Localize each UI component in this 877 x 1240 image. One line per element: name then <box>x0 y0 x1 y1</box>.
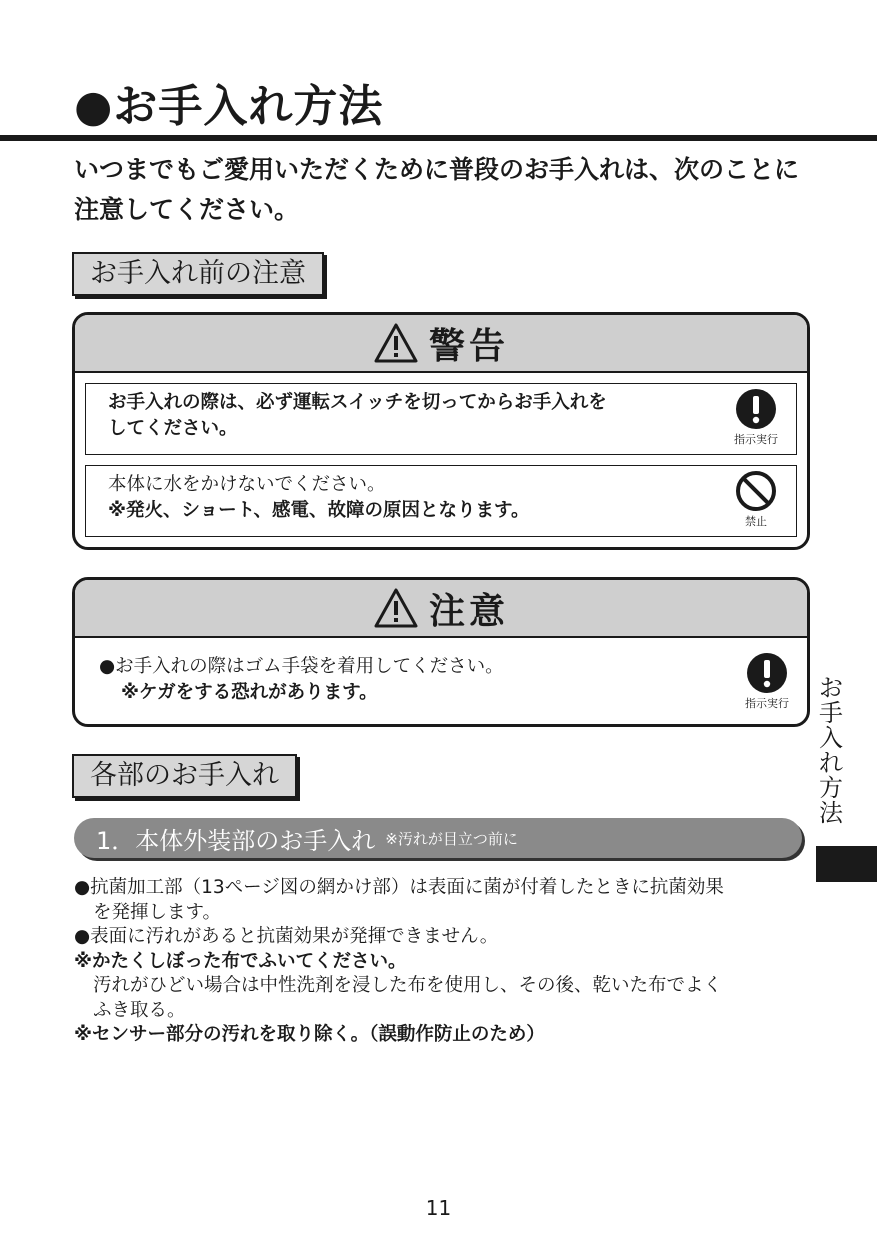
warning-item-text <box>108 472 728 524</box>
warning-triangle-icon <box>373 587 419 629</box>
body-line: ※かたくしぼった布でふいてください。 <box>74 950 407 972</box>
caution-header <box>75 580 807 638</box>
warning-triangle-icon <box>373 322 419 364</box>
side-tab-char: お <box>819 674 843 702</box>
caution-panel <box>72 577 810 727</box>
body-text <box>74 876 814 1048</box>
warning-heading: 警告 <box>428 325 509 367</box>
warning-item-text <box>108 390 728 442</box>
caution-item <box>75 638 807 718</box>
caution-item-line: ※ケガをする恐れがあります。 <box>121 682 378 703</box>
caution-item-text <box>99 654 504 706</box>
section-heading-before: お手入れ前の注意 <box>72 252 324 296</box>
body-line: ※センサー部分の汚れを取り除く。（誤動作防止のため） <box>74 1024 545 1045</box>
side-tab-char: 方 <box>819 774 843 802</box>
warning-panel <box>72 312 810 550</box>
subsection-title: 1．本体外装部のお手入れ <box>96 826 376 855</box>
caution-item-line: ●お手入れの際はゴム手袋を着用してください。 <box>99 656 504 677</box>
mandatory-action-icon <box>737 652 797 711</box>
side-tab-marker <box>816 846 877 882</box>
body-line: ●抗菌加工部（13ページ図の網かけ部）は表面に菌が付着したときに抗菌効果 <box>74 877 724 898</box>
body-line: ●表面に汚れがあると抗菌効果が発揮できません。 <box>74 926 499 947</box>
side-tab-char: 手 <box>819 699 843 727</box>
intro-text: いつまでもご愛用いただくために普段のお手入れは、次のことに注意してください。 <box>74 155 800 224</box>
warning-item-switch-off <box>85 383 797 455</box>
page-title: ●お手入れ方法 <box>74 81 384 132</box>
icon-label: 禁止 <box>745 515 767 528</box>
warning-item-line: お手入れの際は、必ず運転スイッチを切ってからお手入れを <box>108 392 607 413</box>
icon-label: 指示実行 <box>745 697 789 710</box>
subsection-header <box>74 818 802 858</box>
side-tab-char: 法 <box>819 799 843 827</box>
side-tab-label <box>816 676 846 826</box>
warning-item-line: ※発火、ショート、感電、故障の原因となります。 <box>108 500 530 521</box>
page-number: 11 <box>425 1196 452 1220</box>
side-tab-char: れ <box>819 749 843 777</box>
title-rule <box>0 135 877 141</box>
warning-item-no-water <box>85 465 797 537</box>
caution-heading: 注意 <box>428 590 509 632</box>
side-tab-char: 入 <box>819 724 843 752</box>
section-heading-parts: 各部のお手入れ <box>72 754 297 798</box>
body-line: を発揮します。 <box>93 901 222 923</box>
warning-item-line: 本体に水をかけないでください。 <box>108 474 386 495</box>
icon-label: 指示実行 <box>734 433 778 446</box>
warning-item-line: してください。 <box>108 418 238 439</box>
subsection-note: ※汚れが目立つ前に <box>385 829 518 848</box>
body-line: 汚れがひどい場合は中性洗剤を浸した布を使用し、その後、乾いた布でよく <box>93 975 723 996</box>
prohibited-icon <box>726 470 786 529</box>
mandatory-action-icon <box>726 388 786 447</box>
body-line: ふき取る。 <box>93 999 186 1021</box>
warning-header <box>75 315 807 373</box>
